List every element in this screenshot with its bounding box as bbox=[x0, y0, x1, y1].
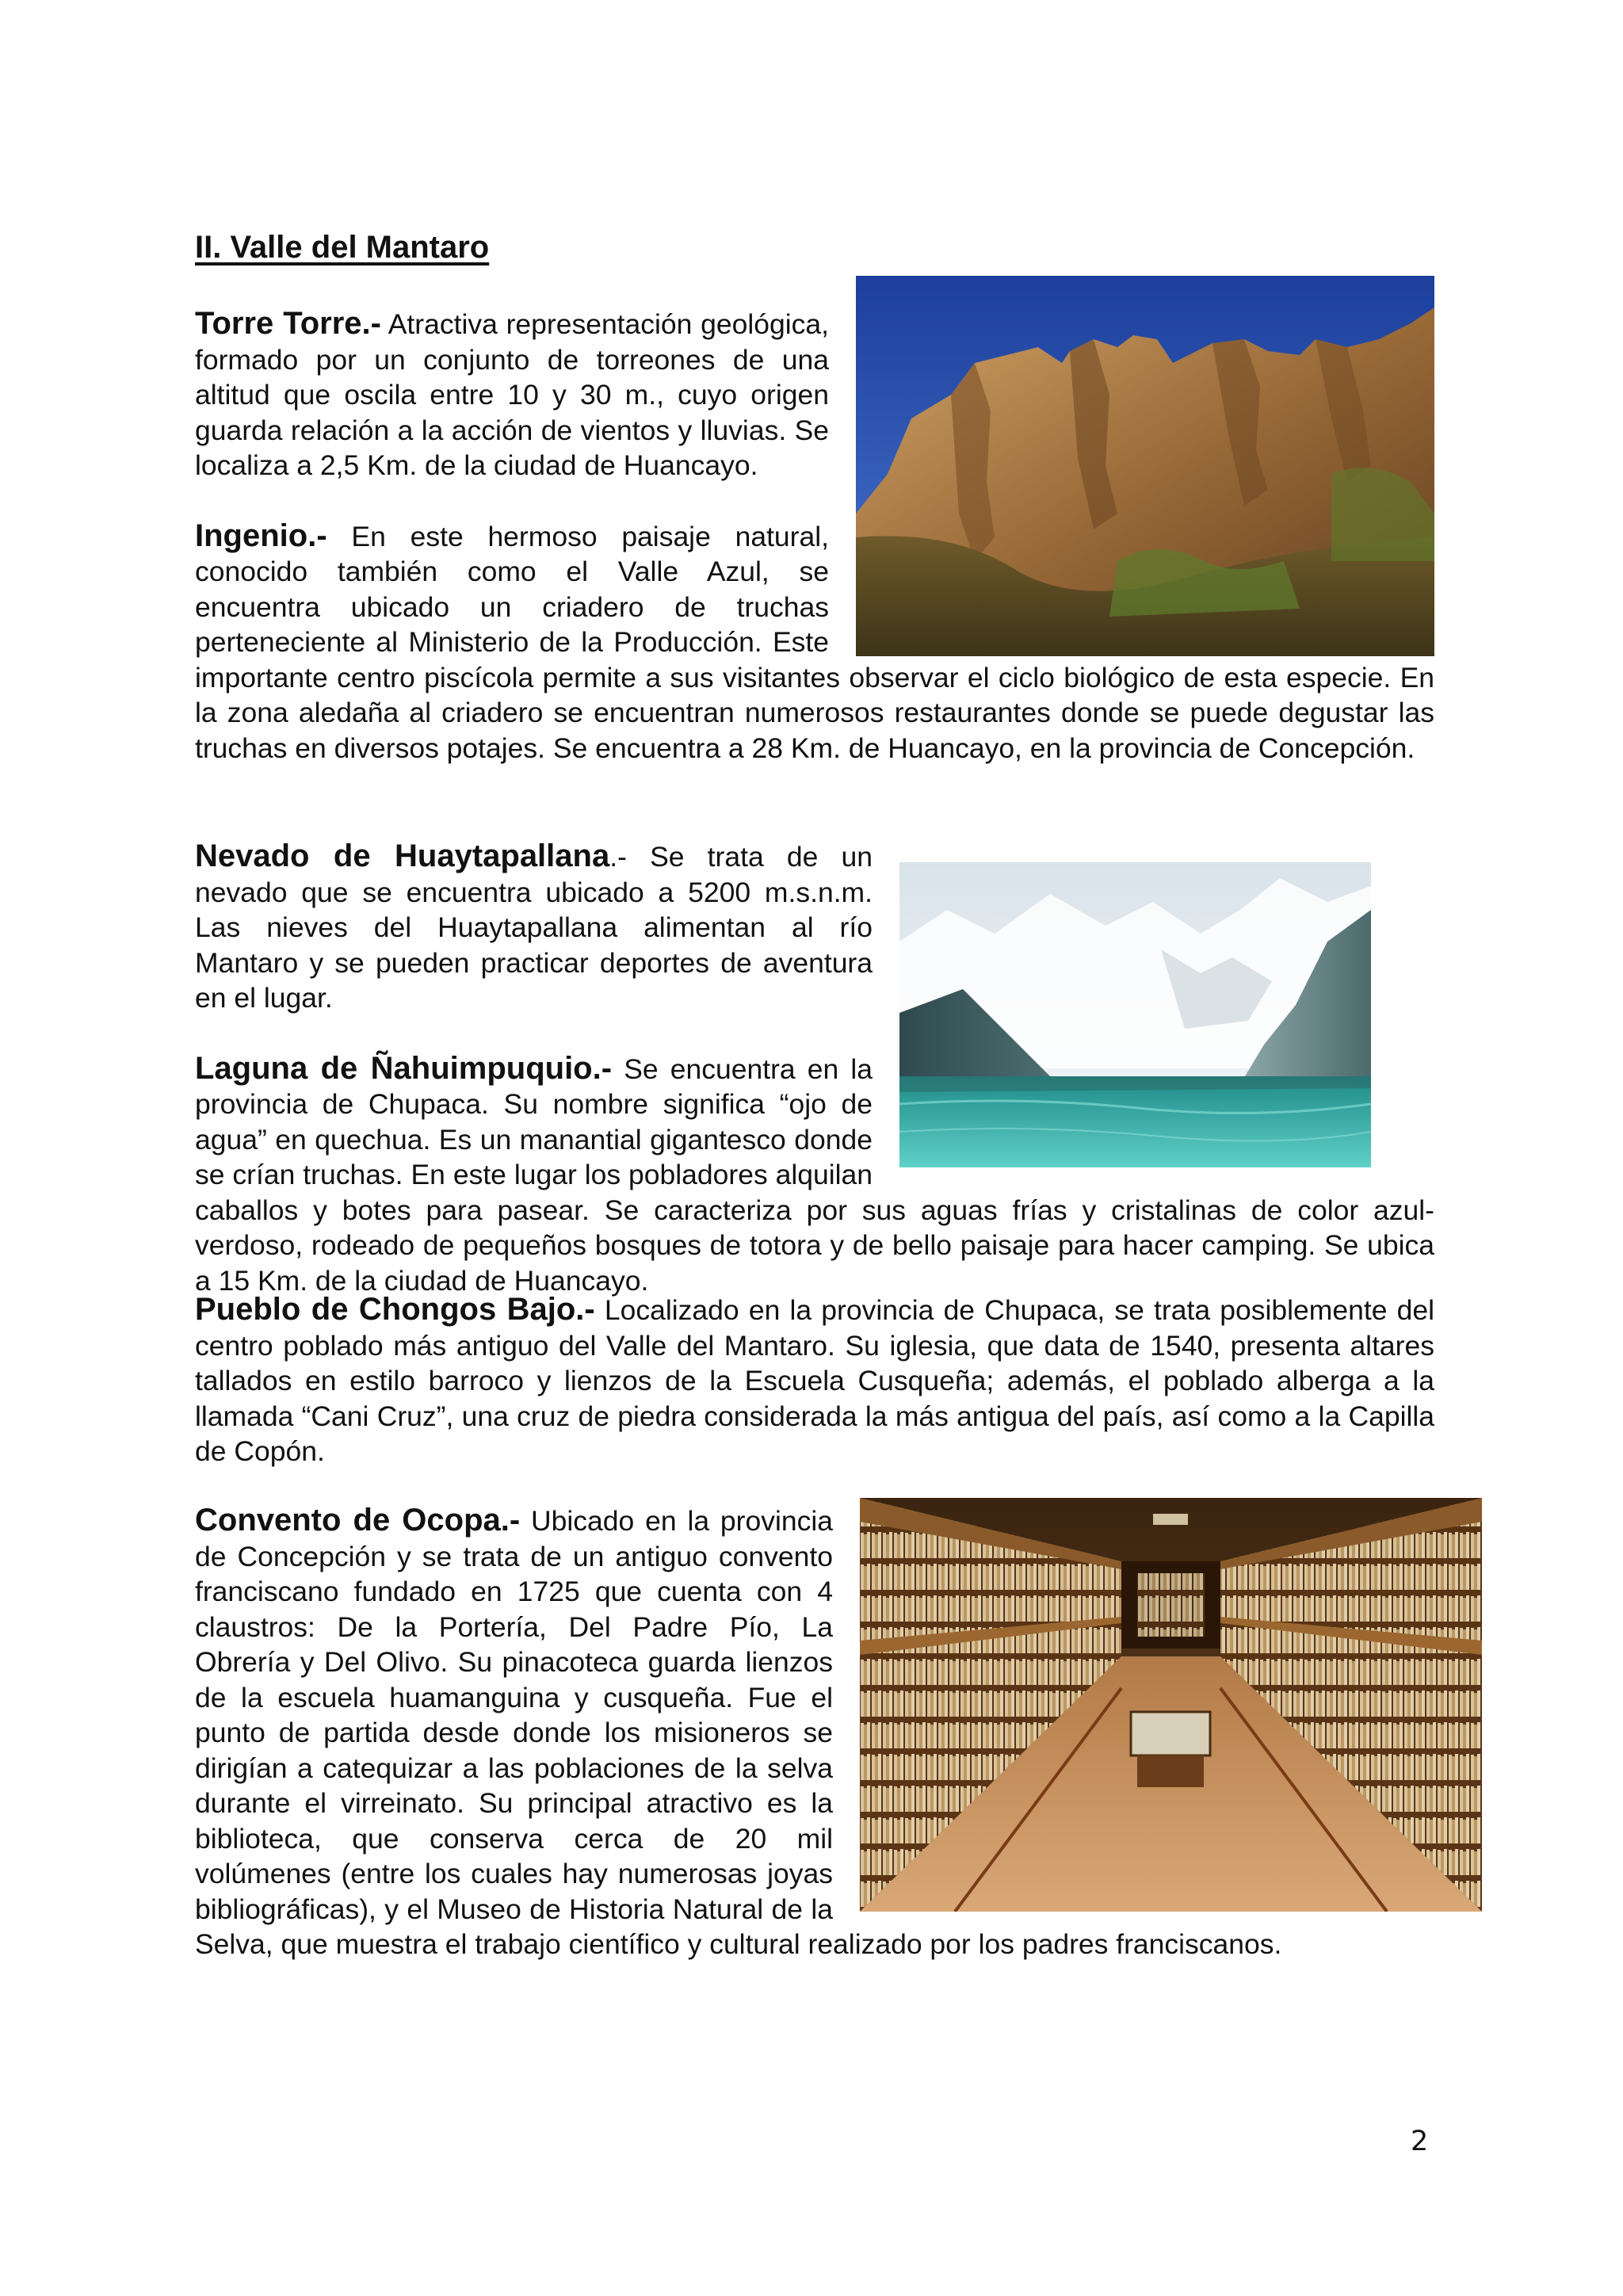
body-ingenio: En este hermoso paisaje natural, conocido también como el Valle Azul, se encuentra ubicado un criadero de truchas perteneciente al Ministerio de la Producción. Este importante centro piscícola permite a sus visitantes observar el ciclo biológico de esta especie. En la zona aledaña al criadero se encuentran numerosos restaurantes donde se puede degustar las truchas en diversos potajes. Se encuentra a 28 Km. de Huancayo, en la provincia de Concepción. bbox=[195, 520, 1434, 764]
title-laguna: Laguna de Ñahuimpuquio.- bbox=[195, 1050, 613, 1086]
block-ocopa bbox=[195, 1503, 1434, 1962]
body-nevado: .- Se trata de un nevado que se encuentra ubicado a 5200 m.s.n.m. Las nieves del Huaytapallana alimentan al río Mantaro y se pueden practicar deportes de aventura en el lugar. bbox=[195, 841, 873, 1014]
title-chongos: Pueblo de Chongos Bajo.- bbox=[195, 1292, 595, 1327]
title-ingenio: Ingenio.- bbox=[195, 518, 327, 553]
page-number: 2 bbox=[1411, 2126, 1429, 2157]
library-photo bbox=[860, 1498, 1482, 1912]
paragraph-chongos bbox=[195, 1292, 1434, 1469]
snowy-lagoon-photo bbox=[899, 862, 1371, 1167]
block-nevado-laguna bbox=[195, 839, 1434, 1298]
body-torre-torre: Atractiva representación geológica, formado por un conjunto de torreones de una altitud que oscila entre 10 y 30 m., cuyo origen guarda relación a la acción de vientos y lluvias. Se localiza a 2,5 Km. de la ciudad de Huancayo. bbox=[195, 308, 829, 481]
title-nevado: Nevado de Huaytapallana bbox=[195, 839, 610, 873]
body-chongos: Localizado en la provincia de Chupaca, se trata posiblemente del centro poblado más antiguo del Valle del Mantaro. Su iglesia, que data de 1540, presenta altares tallados en estilo barroco y lienzos de la Escuela Cusqueña; además, el poblado alberga a la llamada “Cani Cruz”, una cruz de piedra considerada la más antigua del país, así como a la Capilla de Copón. bbox=[195, 1294, 1434, 1467]
body-laguna: Se encuentra en la provincia de Chupaca. Su nombre significa “ojo de agua” en quechua. Es un manantial gigantesco donde se crían truchas. En este lugar los pobladores alquilan caballos y botes para pasear. Se caracteriza por sus aguas frías y cristalinas de color azul-verdoso, rodeado de pequeños bosques de totora y de bello paisaje para hacer camping. Se ubica a 15 Km. de la ciudad de Huancayo. bbox=[195, 1052, 1434, 1297]
body-ocopa: Ubicado en la provincia de Concepción y se trata de un antiguo convento franciscano fundado en 1725 que cuenta con 4 claustros: De la Portería, Del Padre Pío, La Obrería y Del Olivo. Su pinacoteca guarda lienzos de la escuela huamanguina y cusqueña. Fue el punto de partida desde donde los misioneros se dirigían a catequizar a las poblaciones de la selva durante el virreinato. Su principal atractivo es la biblioteca, que conserva cerca de 20 mil volúmenes (entre los cuales hay numerosas joyas bibliográficas), y el Museo de Historia Natural de la Selva, que muestra el trabajo científico y cultural realizado por los padres franciscanos. bbox=[195, 1505, 1282, 1960]
rock-towers-photo bbox=[856, 276, 1434, 656]
block-torre-ingenio bbox=[195, 306, 1434, 766]
section-heading: II. Valle del Mantaro bbox=[195, 230, 490, 265]
title-ocopa: Convento de Ocopa.- bbox=[195, 1503, 521, 1538]
title-torre-torre: Torre Torre.- bbox=[195, 306, 381, 341]
block-chongos bbox=[195, 1292, 1434, 1469]
